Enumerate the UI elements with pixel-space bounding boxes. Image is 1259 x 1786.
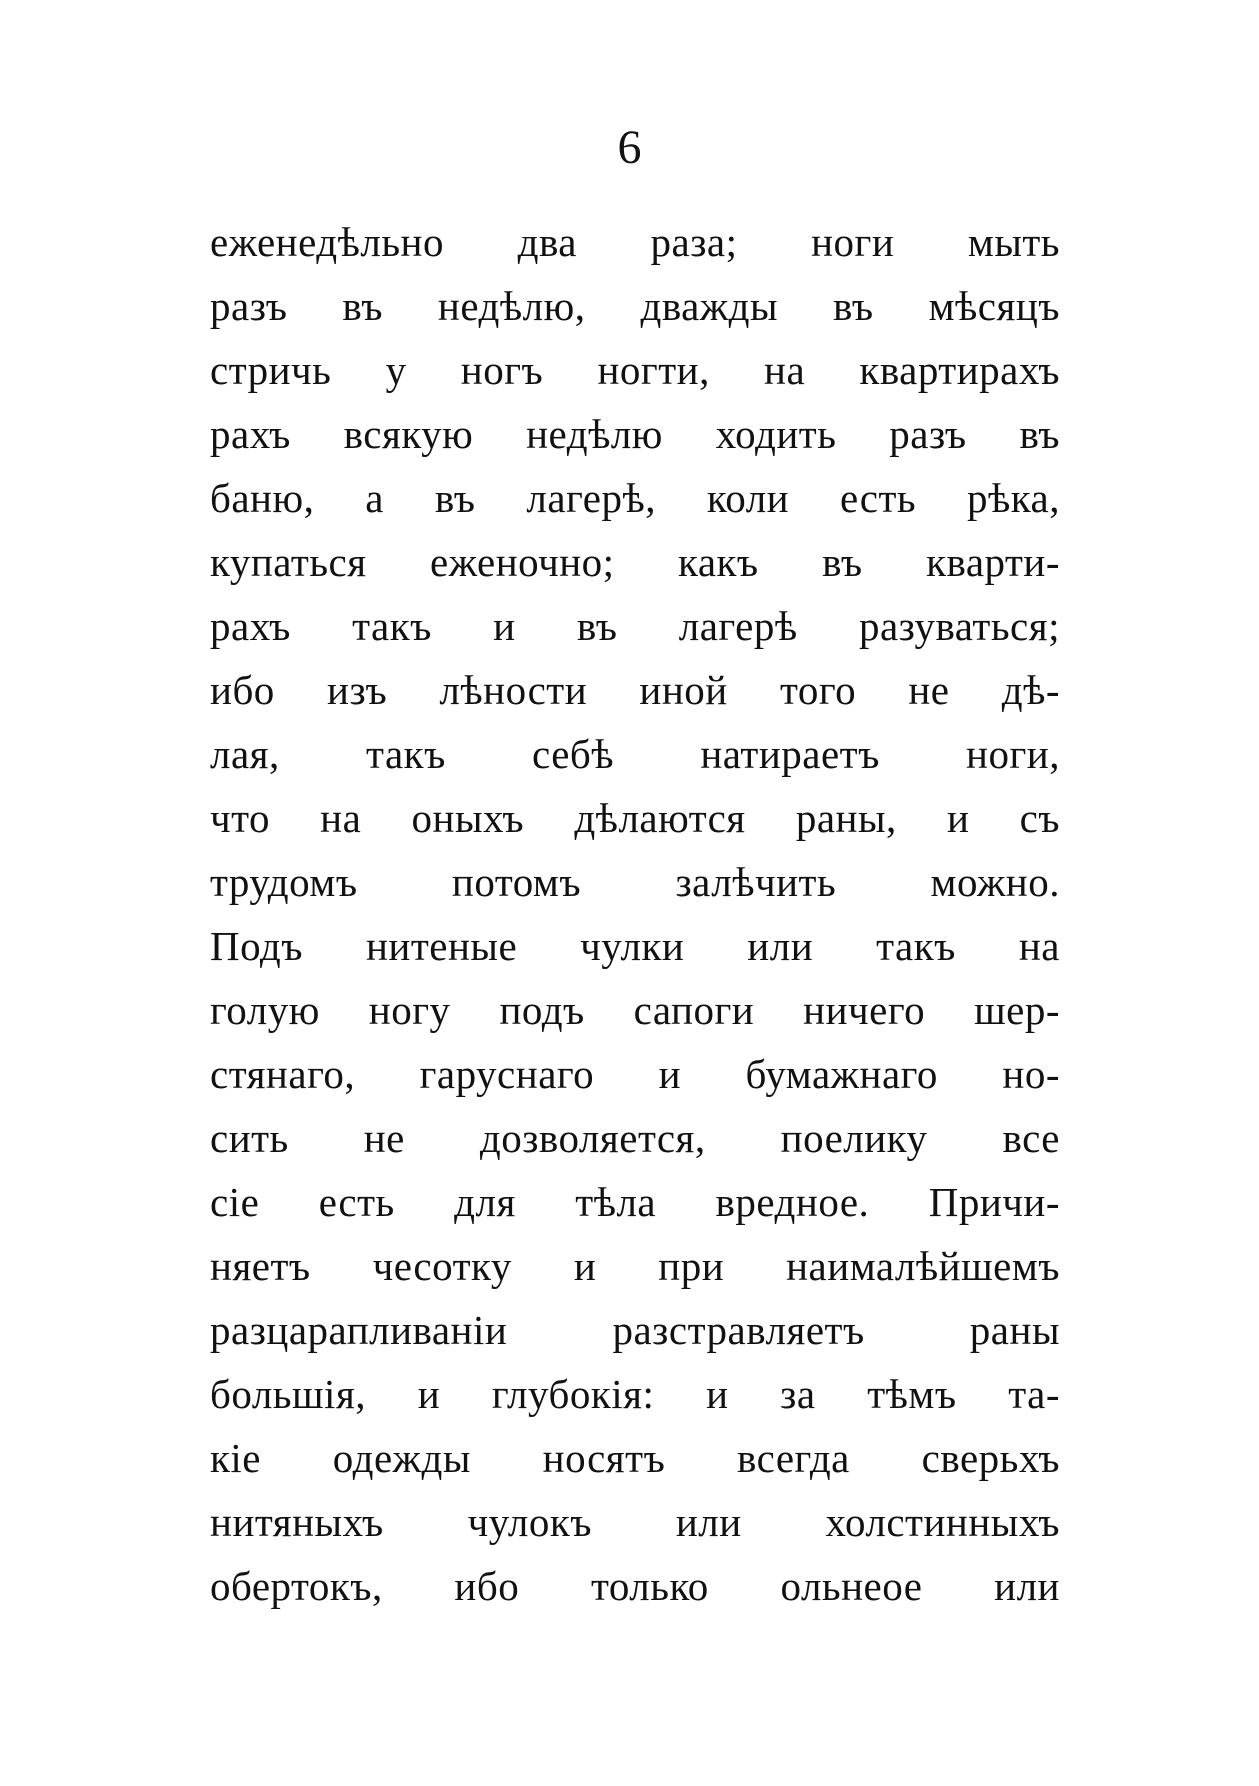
text-line: стянаго, гаруснаго и бумажнаго но-: [210, 1051, 1060, 1097]
text-line: лая, такъ себѣ натираетъ ноги,: [210, 731, 1060, 777]
text-line: ибо изъ лѣности иной того не дѣ-: [210, 667, 1060, 713]
text-line: что на оныхъ дѣлаются раны, и съ: [210, 795, 1060, 841]
text-line: рахъ такъ и въ лагерѣ разуваться;: [210, 603, 1060, 649]
text-line: трудомъ потомъ залѣчить можно.: [210, 859, 1060, 905]
text-line: купаться еженочно; какъ въ кварти-: [210, 539, 1060, 585]
page-number: 6: [617, 121, 642, 174]
text-line: баню, а въ лагерѣ, коли есть рѣка,: [210, 475, 1060, 521]
text-line: голую ногу подъ сапоги ничего шер-: [210, 987, 1060, 1033]
text-line: сіе есть для тѣла вредное. Причи-: [210, 1179, 1060, 1225]
text-line: большія, и глубокія: и за тѣмъ та-: [210, 1371, 1060, 1417]
text-line: Подъ нитеные чулки или такъ на: [210, 923, 1060, 969]
text-line: обертокъ, ибо только ольнеое или: [210, 1563, 1060, 1609]
text-line: разъ въ недѣлю, дважды въ мѣсяцъ: [210, 283, 1060, 329]
text-line: рахъ всякую недѣлю ходить разъ въ: [210, 411, 1060, 457]
text-line: няетъ чесотку и при наималѣйшемъ: [210, 1243, 1060, 1289]
text-line: сить не дозволяется, поелику все: [210, 1115, 1060, 1161]
text-line: нитяныхъ чулокъ или холстинныхъ: [210, 1499, 1060, 1545]
text-line: стричь у ногъ ногти, на квартирахъ: [210, 347, 1060, 393]
text-line: кіе одежды носятъ всегда сверьхъ: [210, 1435, 1060, 1481]
page-body-text: [210, 210, 1060, 1618]
text-line: разцарапливаніи разстравляетъ раны: [210, 1307, 1060, 1353]
text-line: еженедѣльно два раза; ноги мыть: [210, 219, 1060, 265]
